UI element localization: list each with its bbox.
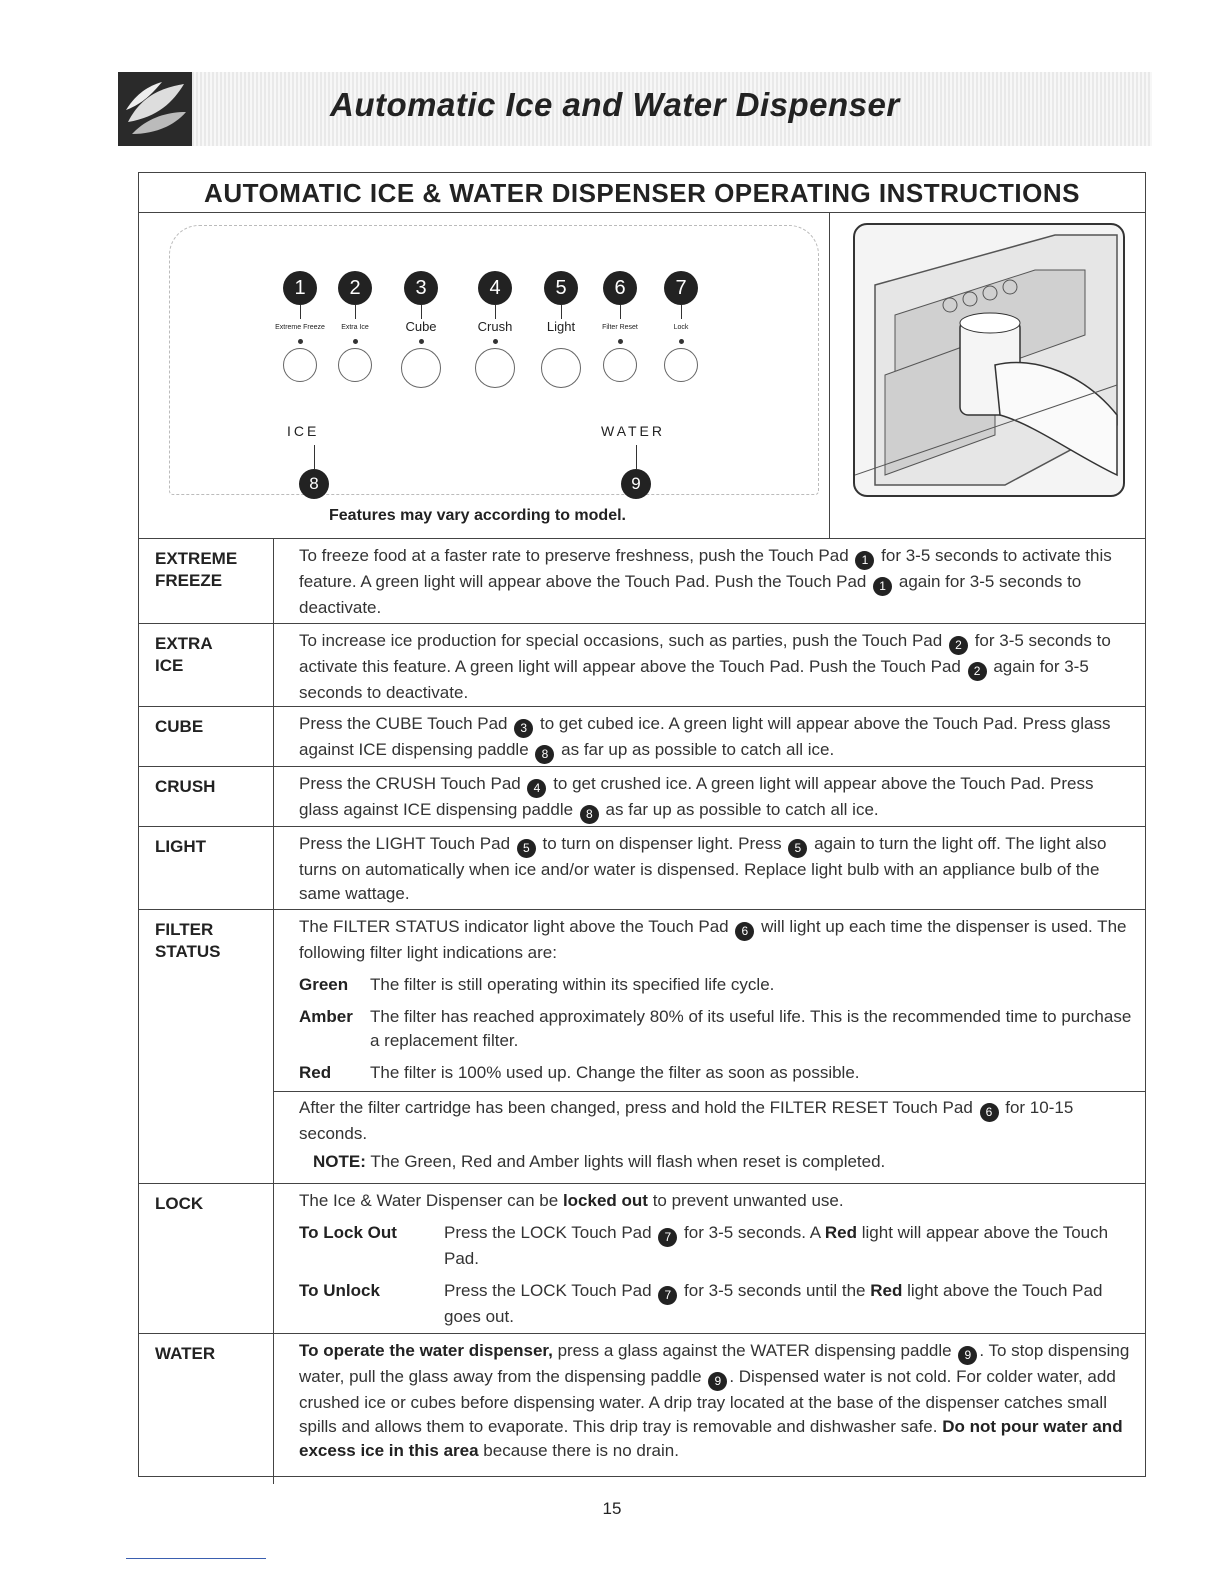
pad-label: Filter Reset bbox=[602, 324, 638, 331]
row-body: The Ice & Water Dispenser can be locked out to prevent unwanted use. To Lock Out Press the LOCK Touch Pad 7 for 3-5 seconds. A Red light will appear above the Touch Pad. To Unlock Press the LOCK Touch Pad 7 for 3-5 seconds until the Red light above the Touch Pad goes out. bbox=[274, 1184, 1145, 1333]
filter-indicator-red: Red The filter is 100% used up. Change the filter as soon as possible. bbox=[299, 1063, 860, 1082]
pad-label: Lock bbox=[673, 324, 689, 331]
callout-number: 5 bbox=[517, 839, 536, 858]
touch-pad-cube bbox=[386, 271, 456, 388]
callout-number: 4 bbox=[478, 271, 512, 305]
row-water bbox=[139, 1334, 1145, 1484]
indicator-light-icon bbox=[353, 339, 358, 344]
callout-number: 2 bbox=[338, 271, 372, 305]
row-extra-ice bbox=[139, 624, 1145, 707]
callout-number: 5 bbox=[544, 271, 578, 305]
illustration-area bbox=[139, 213, 1145, 539]
features-caption: Features may vary according to model. bbox=[329, 507, 626, 524]
callout-number: 9 bbox=[708, 1372, 727, 1391]
touch-pad-lock bbox=[646, 271, 716, 382]
page-number: 15 bbox=[602, 1499, 622, 1518]
touch-pad-filter-reset bbox=[585, 271, 655, 382]
pad-button-icon bbox=[541, 348, 581, 388]
row-label: EXTRA ICE bbox=[139, 624, 274, 706]
callout-number: 8 bbox=[535, 745, 554, 764]
row-label: CUBE bbox=[139, 707, 274, 766]
filter-note: NOTE: The Green, Red and Amber lights will flash when reset is completed. bbox=[313, 1152, 886, 1171]
ice-paddle-label: ICE bbox=[287, 423, 320, 439]
callout-number: 1 bbox=[873, 577, 892, 596]
indicator-light-icon bbox=[298, 339, 303, 344]
row-body: To increase ice production for special occasions, such as parties, push the Touch Pad 2 for 3-5 seconds to activate this feature. A green light will appear above the Touch Pad. Push the Touch Pad 2 again for 3-5 seconds to deactivate. bbox=[299, 631, 1111, 702]
callout-number: 7 bbox=[658, 1228, 677, 1247]
touch-pad-crush bbox=[460, 271, 530, 388]
callout-number: 2 bbox=[968, 662, 987, 681]
water-paddle-label: WATER bbox=[601, 423, 665, 439]
row-body: To freeze food at a faster rate to preserve freshness, push the Touch Pad 1 for 3-5 seconds to activate this feature. A green light will appear above the Touch Pad. Push the Touch Pad 1 again for 3-5 seconds to deactivate. bbox=[299, 546, 1112, 617]
touch-pad-extra-ice bbox=[320, 271, 390, 382]
row-label: EXTREME FREEZE bbox=[139, 539, 274, 623]
pad-label: Extreme Freeze bbox=[275, 324, 325, 331]
row-label: LOCK bbox=[139, 1184, 274, 1333]
row-light bbox=[139, 827, 1145, 910]
pad-label: Cube bbox=[405, 319, 437, 334]
row-cube bbox=[139, 707, 1145, 767]
indicator-light-icon bbox=[679, 339, 684, 344]
callout-number: 4 bbox=[527, 779, 546, 798]
callout-number: 9 bbox=[958, 1346, 977, 1365]
page-title: Automatic Ice and Water Dispenser bbox=[330, 86, 900, 123]
callout-number: 5 bbox=[788, 839, 807, 858]
row-body: The FILTER STATUS indicator light above the Touch Pad 6 will light up each time the dispenser is used. The following filter light indications are: Green The filter is still operating within its specified life cycle. Amber The filter has reached approximately 80% of its useful life. This is the recommended time to purchase a replacement filter. Red The filter is 100% used up. Change the filter as soon as possible. After the filter cartridge has been changed, press and hold the FILTER RESET Touch Pad 6 for 10-15 seconds. NOTE: The Green, Red and Amber lights will flash when reset is completed. bbox=[274, 910, 1145, 1183]
pad-label: Light bbox=[546, 319, 576, 334]
callout-number: 1 bbox=[283, 271, 317, 305]
pad-button-icon bbox=[338, 348, 372, 382]
indicator-light-icon bbox=[419, 339, 424, 344]
pad-button-icon bbox=[603, 348, 637, 382]
row-label: LIGHT bbox=[139, 827, 274, 909]
instruction-table bbox=[139, 539, 1145, 1484]
indicator-light-icon bbox=[618, 339, 623, 344]
pad-label: Extra Ice bbox=[341, 324, 369, 331]
row-body: To operate the water dispenser, press a glass against the WATER dispensing paddle 9 . To stop dispensing water, pull the glass away from the dispensing paddle 9 . Dispensed water is not cold. For colder water, add crushed ice or cubes before dispensing water. A drip tray located at the base of the dispenser catches small spills and allows them to evaporate. This drip tray is removable and dishwasher safe. Do not pour water and excess ice in this area because there is no drain. bbox=[299, 1341, 1130, 1460]
row-extreme-freeze bbox=[139, 539, 1145, 624]
callout-number: 6 bbox=[735, 922, 754, 941]
row-label: FILTER STATUS bbox=[139, 910, 274, 1183]
row-label: CRUSH bbox=[139, 767, 274, 826]
pad-button-icon bbox=[283, 348, 317, 382]
row-lock bbox=[139, 1184, 1145, 1334]
footer-rule bbox=[126, 1558, 266, 1559]
header-banner bbox=[118, 72, 1152, 146]
unlock-instruction: To Unlock Press the LOCK Touch Pad 7 for 3-5 seconds until the Red light above the Touch Pad goes out. bbox=[299, 1281, 1103, 1326]
instructions-frame bbox=[138, 172, 1146, 1477]
filter-reset-instructions: After the filter cartridge has been changed, press and hold the FILTER RESET Touch Pad 6 for 10-15 seconds. NOTE: The Green, Red and Amber lights will flash when reset is completed. bbox=[274, 1091, 1145, 1174]
dispenser-photo bbox=[853, 223, 1125, 497]
callout-number: 6 bbox=[603, 271, 637, 305]
water-paddle-callout: 9 bbox=[621, 469, 651, 499]
row-crush bbox=[139, 767, 1145, 827]
callout-number: 2 bbox=[949, 636, 968, 655]
callout-number: 1 bbox=[855, 551, 874, 570]
callout-number: 3 bbox=[404, 271, 438, 305]
callout-number: 7 bbox=[664, 271, 698, 305]
filter-indicator-green: Green The filter is still operating within its specified life cycle. bbox=[299, 975, 775, 994]
pad-button-icon bbox=[664, 348, 698, 382]
row-body: Press the LIGHT Touch Pad 5 to turn on dispenser light. Press 5 again to turn the light off. The light also turns on automatically when ice and/or water is dispensed. Replace light bulb with an appliance bulb of the same wattage. bbox=[299, 834, 1107, 903]
pad-label: Crush bbox=[477, 319, 513, 334]
pad-button-icon bbox=[401, 348, 441, 388]
row-filter-status bbox=[139, 910, 1145, 1184]
lock-out-instruction: To Lock Out Press the LOCK Touch Pad 7 for 3-5 seconds. A Red light will appear above the Touch Pad. bbox=[299, 1223, 1109, 1268]
row-label: WATER bbox=[139, 1334, 274, 1484]
indicator-light-icon bbox=[493, 339, 498, 344]
leaf-logo-icon bbox=[118, 72, 192, 146]
callout-number: 3 bbox=[514, 719, 533, 738]
section-title: AUTOMATIC ICE & WATER DISPENSER OPERATING INSTRUCTIONS bbox=[139, 173, 1145, 213]
callout-number: 6 bbox=[980, 1103, 999, 1122]
callout-number: 8 bbox=[580, 805, 599, 824]
ice-paddle-callout: 8 bbox=[299, 469, 329, 499]
row-body: Press the CUBE Touch Pad 3 to get cubed ice. A green light will appear above the Touch Pad. Press glass against ICE dispensing paddle 8 as far up as possible to catch all ice. bbox=[274, 707, 1145, 766]
pad-button-icon bbox=[475, 348, 515, 388]
callout-number: 7 bbox=[658, 1286, 677, 1305]
filter-indicator-amber: Amber The filter has reached approximately 80% of its useful life. This is the recommended time to purchase a replacement filter. bbox=[299, 1007, 1132, 1050]
row-body: Press the CRUSH Touch Pad 4 to get crushed ice. A green light will appear above the Touch Pad. Press glass against ICE dispensing paddle 8 as far up as possible to catch all ice. bbox=[274, 767, 1145, 826]
